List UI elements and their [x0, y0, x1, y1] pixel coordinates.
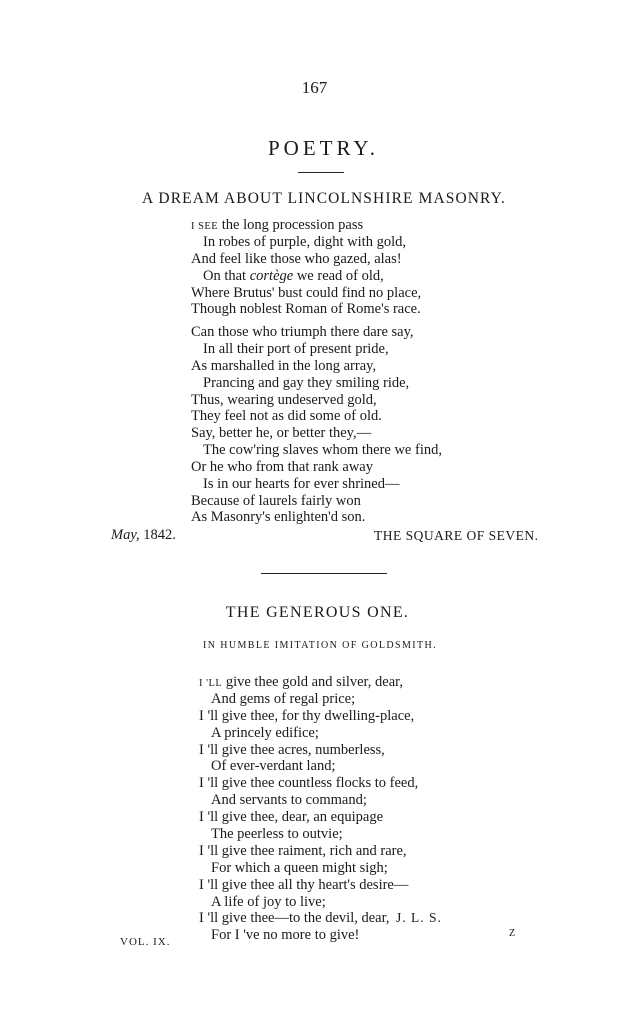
poem-line: Where Brutus' bust could find no place, [191, 284, 422, 301]
poem-line: And feel like those who gazed, alas! [191, 250, 402, 267]
poem-line-text: we read of old, [293, 267, 384, 284]
poem-line: I 'll give thee, for thy dwelling-place, [199, 707, 415, 724]
poem-line: For I 've no more to give! [211, 927, 360, 944]
poem-line: As marshalled in the long array, [191, 357, 377, 374]
poem1-stanza1 [191, 217, 421, 318]
poem-line [199, 674, 418, 691]
poem-line: For which a queen might sigh; [211, 859, 388, 876]
poem-line: Though noblest Roman of Rome's race. [191, 301, 421, 318]
poem-line: Or he who from that rank away [191, 458, 373, 475]
poem-line-lead: I 'LL [199, 678, 223, 689]
poem-line-text: On that [203, 267, 250, 284]
poem2-title: THE GENEROUS ONE. [225, 604, 410, 621]
date-month: May, [111, 527, 140, 543]
poem-line [191, 268, 421, 285]
poem-line: As Masonry's enlighten'd son. [191, 509, 366, 526]
section-title: POETRY. [267, 136, 380, 160]
poem-line: And gems of regal price; [211, 690, 356, 707]
poem2-subtitle: IN HUMBLE IMITATION OF GOLDSMITH. [203, 640, 437, 651]
poem1-stanza2 [191, 324, 414, 425]
poem-line: Can those who triumph there dare say, [191, 324, 414, 340]
poem-line: I 'll give thee raiment, rich and rare, [199, 842, 407, 859]
poem-line: I 'll give thee acres, numberless, [199, 741, 385, 758]
poem-line: Thus, wearing undeserved gold, [191, 391, 377, 408]
poem2-body [199, 674, 418, 944]
poem-line-text: give thee gold and silver, dear, [222, 674, 404, 690]
poem2-signature: J. L. S. [396, 910, 442, 925]
title-rule [298, 172, 344, 173]
poem-line: I 'll give thee all thy heart's desire— [199, 876, 409, 893]
poem-line: Is in our hearts for ever shrined— [203, 475, 400, 492]
page-number: 167 [301, 78, 328, 97]
poem-line [191, 217, 421, 234]
poem-line: The cow'ring slaves whom there we find, [203, 441, 442, 458]
poem-line: And servants to command; [211, 792, 367, 809]
poem1-signature: THE SQUARE OF SEVEN. [374, 528, 539, 543]
volume-label: VOL. IX. [120, 936, 171, 948]
poem-line: Say, better he, or better they,— [191, 425, 372, 441]
poem1-title: A DREAM ABOUT LINCOLNSHIRE MASONRY. [142, 190, 506, 207]
poem-line: A life of joy to live; [211, 893, 326, 910]
poem-line: Prancing and gay they smiling ride, [203, 374, 410, 391]
poem-line: A princely edifice; [211, 724, 319, 741]
poem-line: Because of laurels fairly won [191, 492, 361, 509]
poem-line-italic: cortège [249, 267, 294, 284]
poem-line: I 'll give thee, dear, an equipage [199, 809, 384, 826]
poem1-date [111, 527, 176, 544]
poem-line: Of ever-verdant land; [211, 758, 336, 775]
poem-line: They feel not as did some of old. [191, 408, 382, 425]
poem-line: In all their port of present pride, [203, 340, 389, 357]
signature-mark: Z [509, 928, 516, 939]
poem-line: In robes of purple, dight with gold, [203, 233, 406, 250]
poem-line-text: the long procession pass [218, 217, 364, 233]
poem-line: The peerless to outvie; [211, 826, 343, 843]
date-year: 1842. [139, 527, 176, 543]
poem-line-lead: I SEE [191, 221, 219, 232]
poem-line: I 'll give thee countless flocks to feed, [199, 775, 419, 792]
section-divider [261, 573, 387, 574]
poem1-stanza3 [191, 425, 442, 526]
poem-line: I 'll give thee—to the devil, dear, [199, 910, 390, 927]
